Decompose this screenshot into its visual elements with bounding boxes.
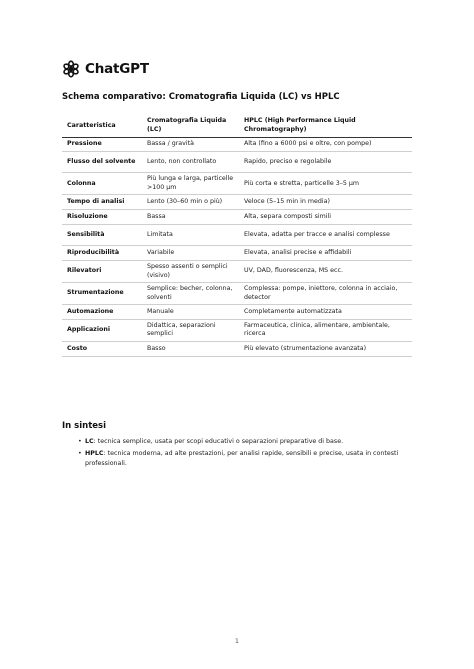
hplc-cell: Alta (fino a 6000 psi e oltre, con pompe): [239, 137, 412, 152]
table-row: [62, 246, 412, 261]
bullet-icon: •: [78, 449, 82, 457]
feature-cell: Strumentazione: [62, 283, 142, 305]
lc-cell: Spesso assenti o semplici (visivo): [142, 261, 239, 283]
document-title: Schema comparativo: Cromatografia Liquida (LC) vs HPLC: [62, 92, 340, 102]
lc-cell: Lento, non controllato: [142, 152, 239, 173]
feature-cell: Rilevatori: [62, 261, 142, 283]
hplc-cell: UV, DAD, fluorescenza, MS ecc.: [239, 261, 412, 283]
lc-cell: Bassa: [142, 210, 239, 225]
table-row: [62, 173, 412, 195]
lc-cell: Didattica, separazioni semplici: [142, 319, 239, 341]
feature-cell: Colonna: [62, 173, 142, 195]
table-row: [62, 261, 412, 283]
feature-cell: Sensibilità: [62, 225, 142, 246]
table-row: [62, 341, 412, 356]
header-feature: Caratteristica: [62, 115, 142, 137]
feature-cell: Riproducibilità: [62, 246, 142, 261]
brand-name: ChatGPT: [85, 61, 149, 77]
hplc-cell: Elevata, analisi precise e affidabili: [239, 246, 412, 261]
hplc-cell: Più corta e stretta, particelle 3–5 µm: [239, 173, 412, 195]
lc-cell: Semplice: becher, colonna, solventi: [142, 283, 239, 305]
comparison-table: [62, 115, 412, 357]
hplc-cell: Completamente automatizzata: [239, 305, 412, 320]
table-row: [62, 152, 412, 173]
hplc-cell: Complessa: pompe, iniettore, colonna in acciaio, detector: [239, 283, 412, 305]
feature-cell: Flusso del solvente: [62, 152, 142, 173]
chatgpt-logo-icon: [62, 60, 80, 78]
lc-cell: Limitata: [142, 225, 239, 246]
page-number: 1: [234, 637, 240, 645]
bullet-icon: •: [78, 438, 82, 445]
feature-cell: Risoluzione: [62, 210, 142, 225]
table-row: [62, 195, 412, 210]
lc-cell: Lento (30–60 min o più): [142, 195, 239, 210]
table-header-row: [62, 115, 412, 137]
summary-list: [78, 437, 405, 471]
header-hplc: HPLC (High Performance Liquid Chromatography): [239, 115, 412, 137]
table-row: [62, 137, 412, 152]
header-lc: Cromatografia Liquida (LC): [142, 115, 239, 137]
hplc-cell: Più elevato (strumentazione avanzata): [239, 341, 412, 356]
feature-cell: Applicazioni: [62, 319, 142, 341]
feature-cell: Automazione: [62, 305, 142, 320]
hplc-cell: Farmaceutica, clinica, alimentare, ambientale, ricerca: [239, 319, 412, 341]
lc-cell: Manuale: [142, 305, 239, 320]
summary-term: LC: [85, 438, 94, 445]
list-item: [78, 449, 405, 470]
table-row: [62, 283, 412, 305]
summary-term: HPLC: [85, 449, 104, 457]
lc-cell: Bassa / gravità: [142, 137, 239, 152]
table-row: [62, 305, 412, 320]
summary-heading: In sintesi: [62, 421, 106, 431]
feature-cell: Tempo di analisi: [62, 195, 142, 210]
hplc-cell: Veloce (5–15 min in media): [239, 195, 412, 210]
table-row: [62, 225, 412, 246]
hplc-cell: Elevata, adatta per tracce e analisi complesse: [239, 225, 412, 246]
chatgpt-logo: [62, 60, 149, 78]
lc-cell: Più lunga e larga, particelle >100 µm: [142, 173, 239, 195]
feature-cell: Costo: [62, 341, 142, 356]
summary-text: : tecnica moderna, ad alte prestazioni, per analisi rapide, sensibili e precise, usata in contesti professionali.: [85, 449, 399, 467]
hplc-cell: Alta, separa composti simili: [239, 210, 412, 225]
feature-cell: Pressione: [62, 137, 142, 152]
summary-text: : tecnica semplice, usata per scopi educativi o separazioni preparative di base.: [93, 438, 344, 445]
lc-cell: Basso: [142, 341, 239, 356]
lc-cell: Variabile: [142, 246, 239, 261]
table-row: [62, 319, 412, 341]
table-row: [62, 210, 412, 225]
list-item: [78, 437, 405, 448]
hplc-cell: Rapido, preciso e regolabile: [239, 152, 412, 173]
